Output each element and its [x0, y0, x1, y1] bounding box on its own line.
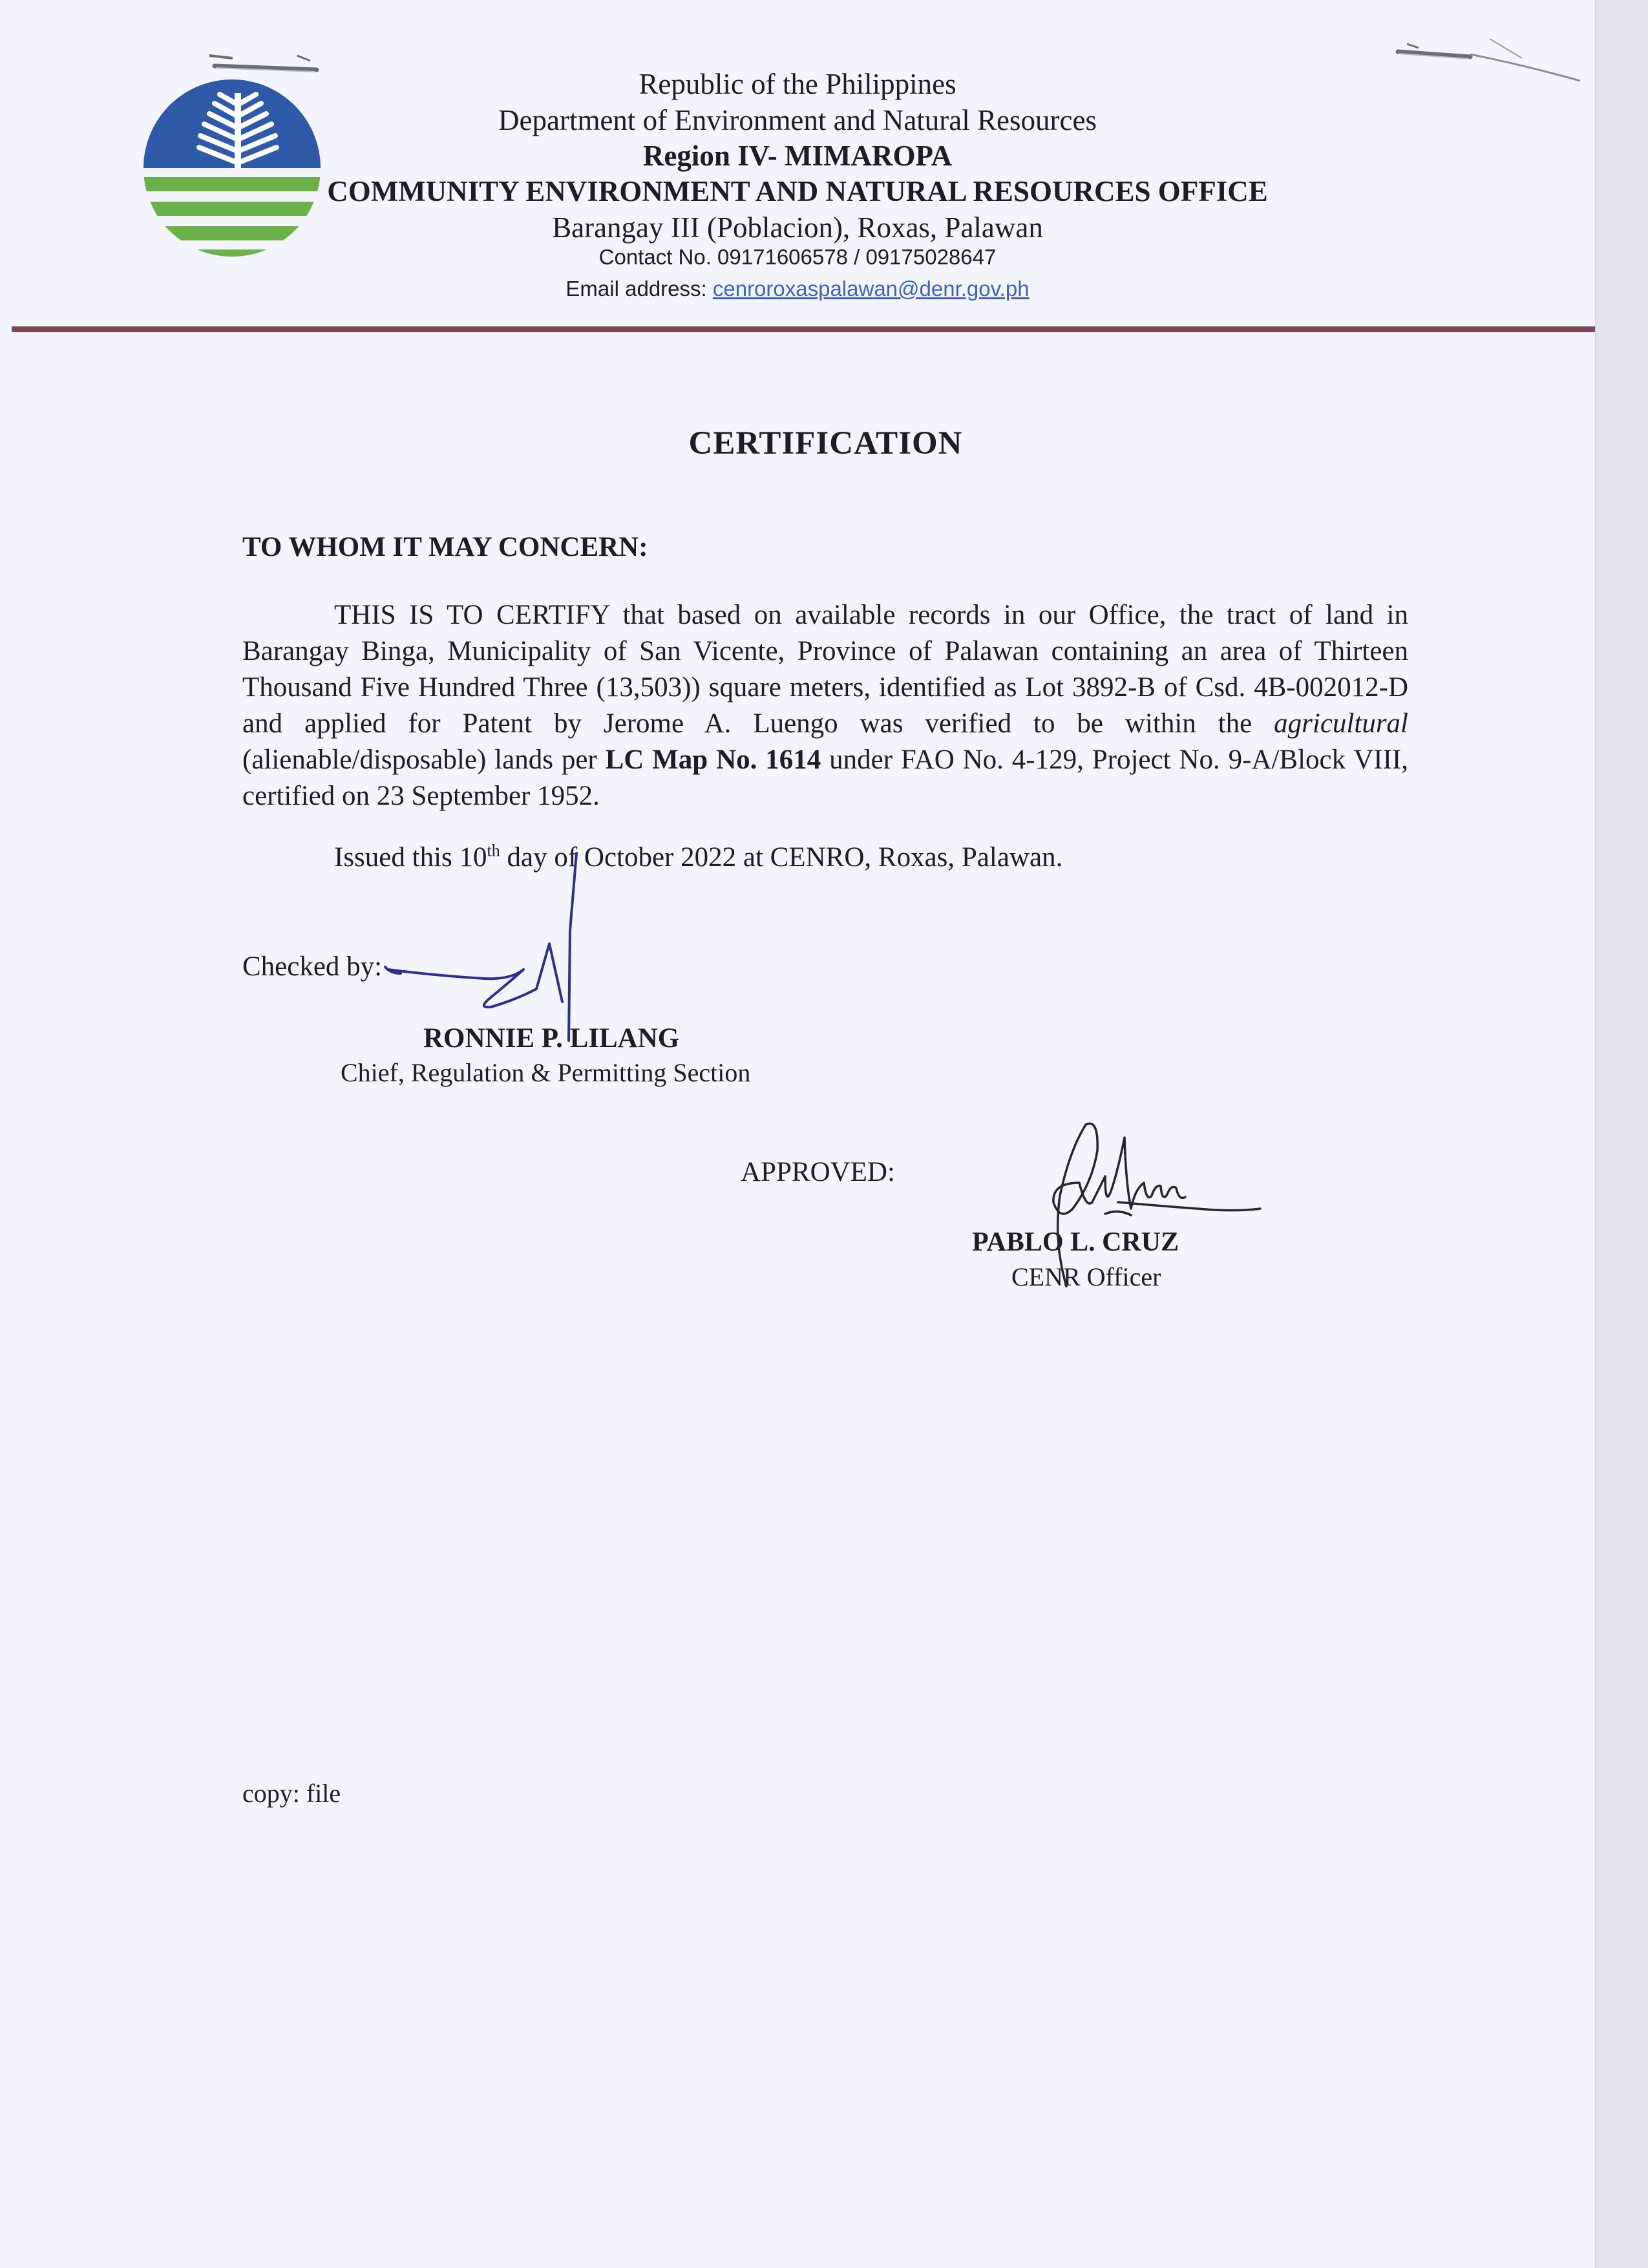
header-contact: Contact No. 09171606578 / 09175028647: [598, 245, 997, 269]
copy-note: copy: file: [242, 1779, 341, 1808]
approver-signature: [1008, 1112, 1280, 1299]
issued-suffix: day of October 2022 at CENRO, Roxas, Palawan.: [500, 842, 1063, 873]
certification-paragraph: [242, 597, 1408, 814]
body-lc-map: LC Map No. 1614: [605, 745, 821, 775]
header-email-line: [0, 277, 1595, 301]
email-link[interactable]: cenroroxaspalawan@denr.gov.ph: [712, 277, 1030, 301]
header-office: COMMUNITY ENVIRONMENT AND NATURAL RESOURCES OFFICE: [327, 175, 1268, 207]
header-republic: Republic of the Philippines: [639, 68, 956, 100]
header-region: Region IV- MIMAROPA: [642, 140, 953, 172]
body-part3: under FAO No. 4-129, Project No. 9-A/Block VIII, certified on 23 September 1952.: [242, 745, 1408, 811]
checker-signature: [362, 847, 595, 1066]
document-title: CERTIFICATION: [688, 425, 963, 461]
body-part2: (alienable/disposable) lands per: [242, 745, 606, 775]
header-address: Barangay III (Poblacion), Roxas, Palawan: [552, 211, 1043, 244]
body-part1: THIS IS TO CERTIFY that based on available records in our Office, the tract of land in Barangay Binga, Municipality of San Vicente, Province of Palawan containing an area of Thirteen Thousand Five Hundred Three (13,503)) square meters, identified as Lot 3892-B of Csd. 4B-002012-D and applied for Patent by Jerome A. Luengo was verified to be within the: [242, 600, 1408, 739]
approver-name: PABLO L. CRUZ: [972, 1227, 1179, 1257]
page-edge-shadow: [1595, 0, 1648, 2268]
header-divider: [12, 326, 1595, 332]
issued-ordinal: th: [487, 841, 500, 860]
body-emphasis: agricultural: [1274, 708, 1408, 739]
header-department: Department of Environment and Natural Resources: [498, 104, 1097, 136]
checker-name: RONNIE P. LILANG: [423, 1023, 680, 1054]
checker-title: Chief, Regulation & Permitting Section: [341, 1058, 751, 1087]
issued-prefix: Issued this 10: [334, 842, 487, 873]
salutation: TO WHOM IT MAY CONCERN:: [242, 532, 648, 562]
approved-label: APPROVED:: [741, 1157, 895, 1187]
email-label: Email address:: [565, 277, 713, 301]
approver-title: CENR Officer: [1011, 1262, 1161, 1291]
checked-by-label: Checked by:: [242, 951, 383, 982]
